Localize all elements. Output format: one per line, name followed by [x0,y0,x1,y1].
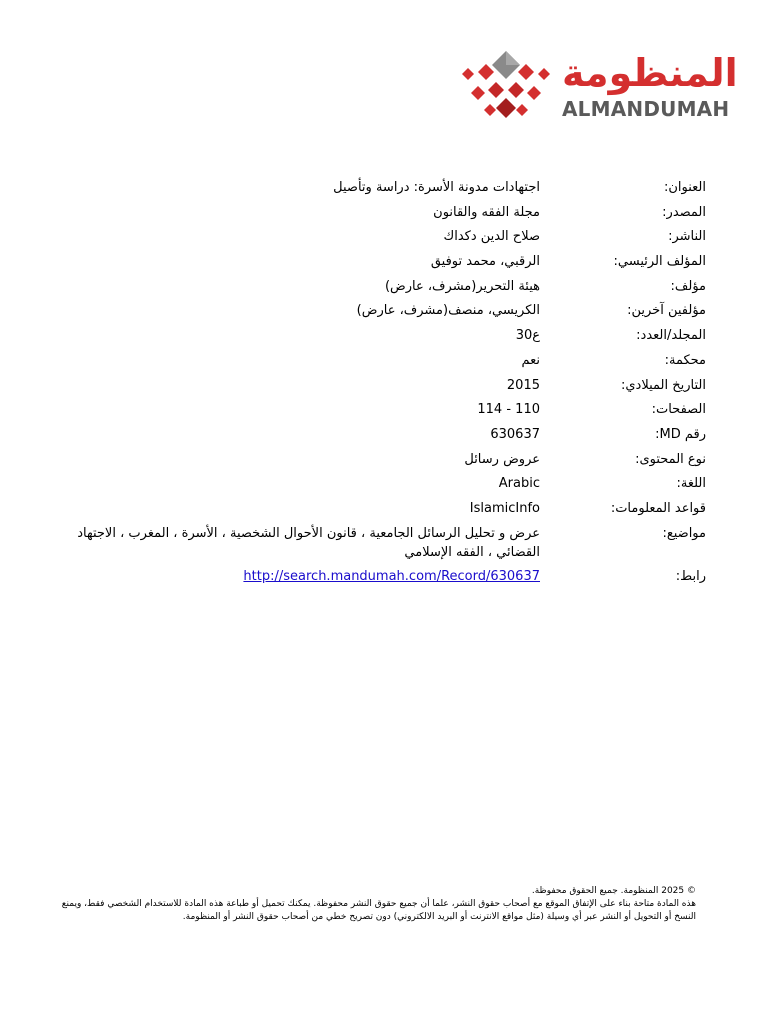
record-row-other-authors [60,301,706,320]
record-row-language [60,474,706,493]
almandumah-logo [458,48,738,130]
publisher-value: صلاح الدين دكداك [443,229,540,245]
main-author-value: الرقبي، محمد توفيق [430,254,540,270]
publisher-label: الناشر: [668,229,706,245]
md-number-label: رقم MD: [655,426,706,442]
record-metadata-table [60,178,706,592]
logo-diamond-mark-icon [458,48,554,128]
subjects-value: عرض و تحليل الرسائل الجامعية ، قانون الأحوال الشخصية ، الأسرة ، المغرب ، الاجتهاد القضائي ، الفقه الإسلامي [77,525,540,560]
author-value: هيئة التحرير(مشرف، عارض) [384,278,540,294]
databases-value: IslamicInfo [469,500,540,516]
title-label: العنوان: [663,180,706,195]
main-author-label: المؤلف الرئيسي: [613,254,706,270]
link-label: رابط: [675,569,706,585]
logo-arabic-wordmark: المنظومة [562,51,738,95]
year-value: 2015 [506,377,540,393]
title-value: اجتهادات مدونة الأسرة: دراسة وتأصيل [333,180,540,195]
record-row-content-type [60,450,706,469]
volume-issue-label: المجلد/العدد: [636,328,706,344]
other-authors-label: مؤلفين آخرين: [627,303,706,319]
copyright-footer [54,885,696,924]
peer-reviewed-label: محكمة: [664,352,706,368]
usage-notice: هذه المادة متاحة بناء على الإتفاق الموقع مع أصحاب حقوق النشر، علما أن جميع حقوق النشر محفوظة. يمكنك تحميل أو طباعة هذه المادة للاستخدام الشخصي فقط، ويمنع النسخ أو التحويل أو النشر عبر أي وسيلة (مثل مواقع الانترنت أو البريد الالكتروني) دون تصريح خطي من أصحاب حقوق النشر أو المنظومة. [61,899,696,922]
logo-latin-wordmark: ALMANDUMAH [562,97,730,121]
peer-reviewed-value: نعم [521,352,540,368]
record-row-main-author [60,252,706,271]
other-authors-value: الكريسي، منصف(مشرف، عارض) [356,303,540,319]
pages-label: الصفحات: [651,402,706,418]
record-row-peer-reviewed [60,351,706,370]
record-row-subjects [60,524,706,562]
record-row-author [60,277,706,296]
record-row-databases [60,499,706,518]
language-value: Arabic [498,476,540,492]
copyright-line: © 2025 المنظومة. جميع الحقوق محفوظة. [531,886,696,896]
record-link[interactable]: http://search.mandumah.com/Record/630637 [243,569,540,585]
year-label: التاريخ الميلادي: [621,377,706,393]
databases-label: قواعد المعلومات: [610,500,706,516]
md-number-value: 630637 [490,426,540,442]
record-row-pages [60,400,706,419]
pages-value: 110 - 114 [477,402,540,418]
record-row-title [60,178,706,197]
record-row-volume-issue [60,326,706,345]
source-value: مجلة الفقه والقانون [433,204,540,220]
record-row-year [60,376,706,395]
source-label: المصدر: [662,204,706,220]
language-label: اللغة: [676,476,706,492]
volume-issue-value: ع30 [515,328,540,344]
author-label: مؤلف: [670,278,706,294]
record-row-source [60,203,706,222]
record-row-publisher [60,227,706,246]
content-type-label: نوع المحتوى: [635,451,706,467]
content-type-value: عروض رسائل [464,451,540,467]
subjects-label: مواضيع: [662,525,706,541]
record-row-md-number [60,425,706,444]
record-row-link [60,567,706,586]
